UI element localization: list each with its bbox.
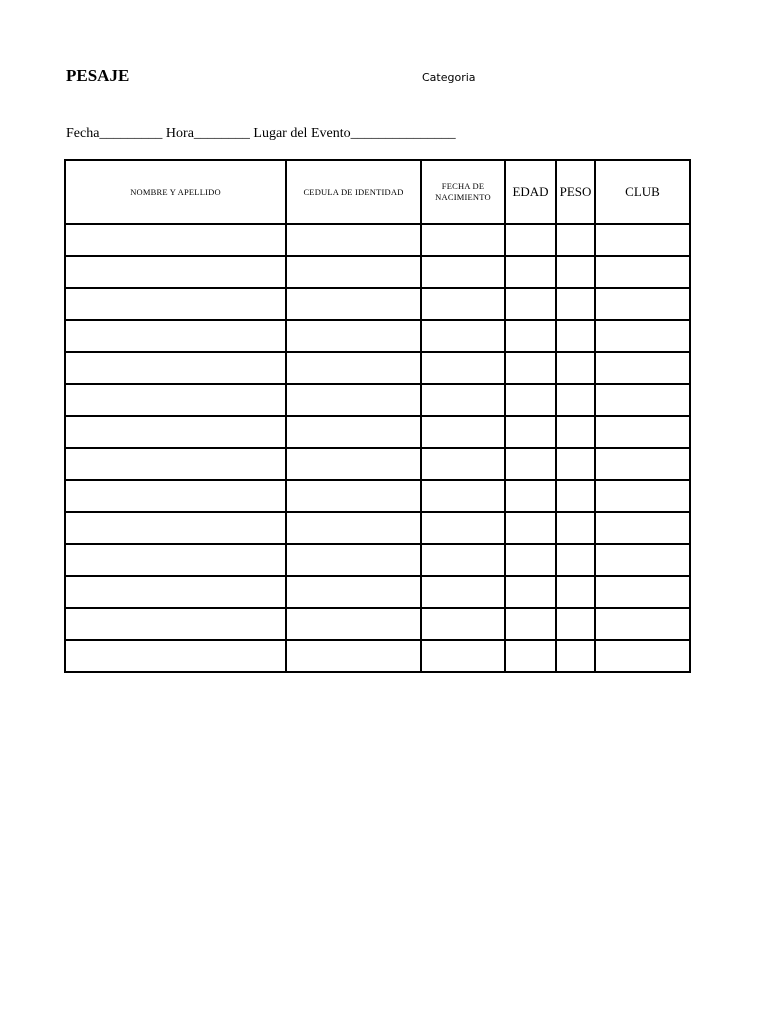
age-cell[interactable] bbox=[505, 288, 556, 320]
page-title: PESAJE bbox=[66, 66, 130, 85]
birthdate-cell[interactable] bbox=[421, 416, 505, 448]
table-row bbox=[65, 544, 690, 576]
weight-cell[interactable] bbox=[556, 384, 595, 416]
birthdate-cell[interactable] bbox=[421, 512, 505, 544]
age-cell[interactable] bbox=[505, 256, 556, 288]
id-cell[interactable] bbox=[286, 640, 421, 672]
id-cell[interactable] bbox=[286, 512, 421, 544]
club-cell[interactable] bbox=[595, 448, 690, 480]
name-cell[interactable] bbox=[65, 448, 286, 480]
birthdate-cell[interactable] bbox=[421, 288, 505, 320]
column-header-name: NOMBRE Y APELLIDO bbox=[65, 160, 286, 224]
name-cell[interactable] bbox=[65, 256, 286, 288]
id-cell[interactable] bbox=[286, 608, 421, 640]
birthdate-cell[interactable] bbox=[421, 544, 505, 576]
table-row bbox=[65, 576, 690, 608]
table-row bbox=[65, 608, 690, 640]
club-cell[interactable] bbox=[595, 544, 690, 576]
table-row bbox=[65, 384, 690, 416]
table-row bbox=[65, 640, 690, 672]
id-cell[interactable] bbox=[286, 480, 421, 512]
weight-cell[interactable] bbox=[556, 608, 595, 640]
table-row bbox=[65, 448, 690, 480]
age-cell[interactable] bbox=[505, 416, 556, 448]
age-cell[interactable] bbox=[505, 640, 556, 672]
column-header-id: CEDULA DE IDENTIDAD bbox=[286, 160, 421, 224]
birthdate-cell[interactable] bbox=[421, 224, 505, 256]
age-cell[interactable] bbox=[505, 320, 556, 352]
column-header-club: CLUB bbox=[595, 160, 690, 224]
name-cell[interactable] bbox=[65, 640, 286, 672]
club-cell[interactable] bbox=[595, 288, 690, 320]
table-row bbox=[65, 320, 690, 352]
club-cell[interactable] bbox=[595, 416, 690, 448]
club-cell[interactable] bbox=[595, 480, 690, 512]
table-row bbox=[65, 352, 690, 384]
name-cell[interactable] bbox=[65, 320, 286, 352]
birthdate-cell[interactable] bbox=[421, 352, 505, 384]
club-cell[interactable] bbox=[595, 512, 690, 544]
club-cell[interactable] bbox=[595, 576, 690, 608]
weight-cell[interactable] bbox=[556, 256, 595, 288]
name-cell[interactable] bbox=[65, 352, 286, 384]
table-row bbox=[65, 256, 690, 288]
event-fields-line: Fecha_________ Hora________ Lugar del Evento_______________ bbox=[66, 126, 456, 141]
birthdate-cell[interactable] bbox=[421, 256, 505, 288]
table-row bbox=[65, 416, 690, 448]
age-cell[interactable] bbox=[505, 224, 556, 256]
club-cell[interactable] bbox=[595, 256, 690, 288]
birthdate-cell[interactable] bbox=[421, 576, 505, 608]
table-body bbox=[65, 224, 690, 672]
id-cell[interactable] bbox=[286, 288, 421, 320]
id-cell[interactable] bbox=[286, 320, 421, 352]
column-header-age: EDAD bbox=[505, 160, 556, 224]
name-cell[interactable] bbox=[65, 288, 286, 320]
id-cell[interactable] bbox=[286, 256, 421, 288]
weight-cell[interactable] bbox=[556, 640, 595, 672]
birthdate-cell[interactable] bbox=[421, 320, 505, 352]
age-cell[interactable] bbox=[505, 448, 556, 480]
weight-cell[interactable] bbox=[556, 224, 595, 256]
club-cell[interactable] bbox=[595, 352, 690, 384]
column-header-weight: PESO bbox=[556, 160, 595, 224]
weight-cell[interactable] bbox=[556, 544, 595, 576]
age-cell[interactable] bbox=[505, 608, 556, 640]
weight-cell[interactable] bbox=[556, 416, 595, 448]
weight-cell[interactable] bbox=[556, 448, 595, 480]
birthdate-cell[interactable] bbox=[421, 384, 505, 416]
weigh-in-table bbox=[64, 159, 691, 673]
column-header-birthdate: FECHA DE NACIMIENTO bbox=[421, 160, 505, 224]
age-cell[interactable] bbox=[505, 480, 556, 512]
birthdate-cell[interactable] bbox=[421, 480, 505, 512]
weight-cell[interactable] bbox=[556, 320, 595, 352]
name-cell[interactable] bbox=[65, 224, 286, 256]
weight-cell[interactable] bbox=[556, 352, 595, 384]
age-cell[interactable] bbox=[505, 576, 556, 608]
table-row bbox=[65, 512, 690, 544]
name-cell[interactable] bbox=[65, 544, 286, 576]
weight-cell[interactable] bbox=[556, 512, 595, 544]
age-cell[interactable] bbox=[505, 352, 556, 384]
club-cell[interactable] bbox=[595, 320, 690, 352]
name-cell[interactable] bbox=[65, 384, 286, 416]
club-cell[interactable] bbox=[595, 640, 690, 672]
birthdate-cell[interactable] bbox=[421, 640, 505, 672]
table-row bbox=[65, 480, 690, 512]
name-cell[interactable] bbox=[65, 480, 286, 512]
age-cell[interactable] bbox=[505, 384, 556, 416]
table-row bbox=[65, 288, 690, 320]
birthdate-cell[interactable] bbox=[421, 448, 505, 480]
birthdate-cell[interactable] bbox=[421, 608, 505, 640]
club-cell[interactable] bbox=[595, 608, 690, 640]
name-cell[interactable] bbox=[65, 576, 286, 608]
id-cell[interactable] bbox=[286, 224, 421, 256]
id-cell[interactable] bbox=[286, 448, 421, 480]
weight-cell[interactable] bbox=[556, 480, 595, 512]
name-cell[interactable] bbox=[65, 608, 286, 640]
club-cell[interactable] bbox=[595, 224, 690, 256]
id-cell[interactable] bbox=[286, 384, 421, 416]
table-header-row bbox=[65, 160, 690, 224]
category-label: Categoria bbox=[422, 71, 476, 84]
weight-cell[interactable] bbox=[556, 288, 595, 320]
id-cell[interactable] bbox=[286, 352, 421, 384]
age-cell[interactable] bbox=[505, 544, 556, 576]
id-cell[interactable] bbox=[286, 576, 421, 608]
name-cell[interactable] bbox=[65, 416, 286, 448]
id-cell[interactable] bbox=[286, 544, 421, 576]
id-cell[interactable] bbox=[286, 416, 421, 448]
club-cell[interactable] bbox=[595, 384, 690, 416]
table-row bbox=[65, 224, 690, 256]
age-cell[interactable] bbox=[505, 512, 556, 544]
name-cell[interactable] bbox=[65, 512, 286, 544]
weight-cell[interactable] bbox=[556, 576, 595, 608]
